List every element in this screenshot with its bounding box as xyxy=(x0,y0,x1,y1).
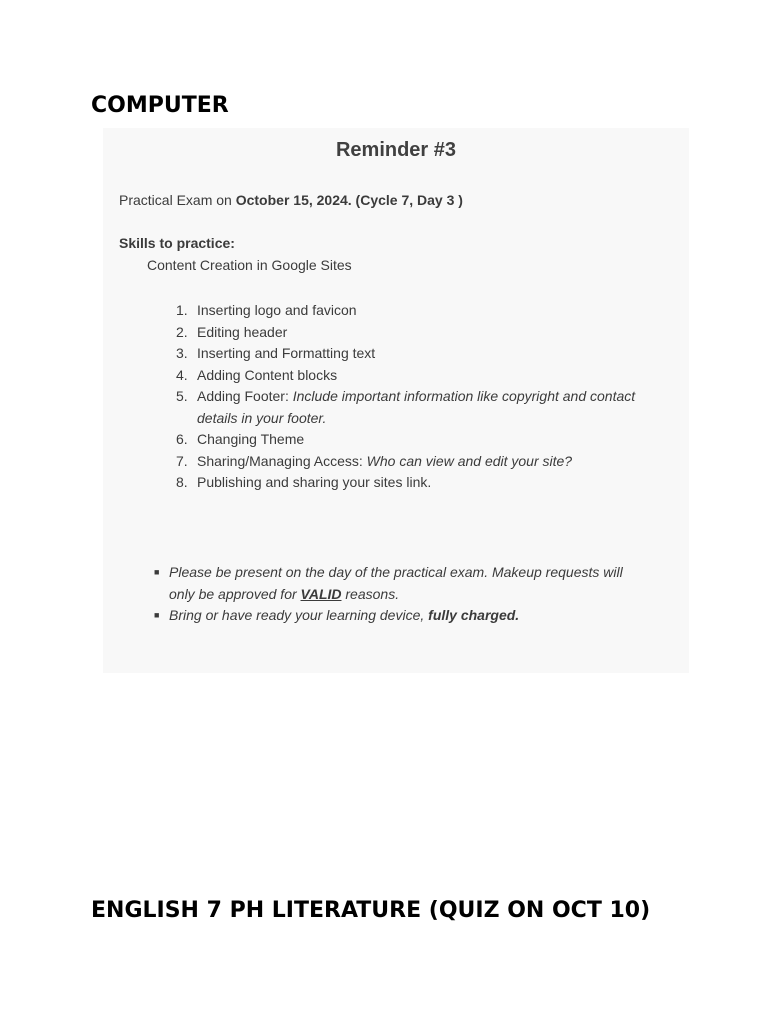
skill-label: Inserting logo and favicon xyxy=(197,302,357,318)
square-bullet-icon: ■ xyxy=(154,610,160,620)
note-charged-emphasis: fully charged. xyxy=(428,607,520,623)
skill-number: 6. xyxy=(176,431,188,447)
skill-item xyxy=(155,472,655,494)
note-valid-emphasis: VALID xyxy=(300,585,342,602)
skill-item xyxy=(155,451,655,473)
skill-item xyxy=(155,365,655,387)
skill-description: Include important information like copyright and contact details in your footer. xyxy=(197,388,636,426)
skill-number: 1. xyxy=(176,302,188,318)
skill-label: Publishing and sharing your sites link. xyxy=(197,474,432,490)
skill-item xyxy=(155,386,655,429)
section-heading-english: ENGLISH 7 PH LITERATURE (QUIZ ON OCT 10) xyxy=(91,898,651,923)
skill-label: Adding Content blocks xyxy=(197,366,338,383)
skill-item xyxy=(155,429,655,451)
skill-number: 2. xyxy=(176,323,188,340)
note-text: Bring or have ready your learning device, xyxy=(169,607,429,623)
skill-item xyxy=(155,300,655,322)
skill-number: 5. xyxy=(176,388,188,404)
notes-list xyxy=(151,562,651,627)
reminder-image xyxy=(103,128,689,673)
skill-label: Editing header xyxy=(197,323,288,340)
skill-number: 8. xyxy=(176,474,188,490)
note-text: reasons. xyxy=(341,585,400,602)
exam-date: October 15, 2024. (Cycle 7, Day 3 ) xyxy=(235,192,463,208)
square-bullet-icon: ■ xyxy=(154,567,160,577)
note-text: Please be present on the day of the practical exam. Makeup requests will only be approved for xyxy=(169,564,623,602)
skill-number: 7. xyxy=(176,452,188,469)
note-item xyxy=(151,562,651,605)
skills-list xyxy=(155,300,655,494)
skills-subtitle: Content Creation in Google Sites xyxy=(147,257,352,273)
skill-description: Who can view and edit your site? xyxy=(366,452,573,469)
skill-label: Adding Footer: xyxy=(197,388,293,404)
skills-label: Skills to practice: xyxy=(119,235,235,251)
skill-item xyxy=(155,322,655,344)
exam-line-prefix: Practical Exam on xyxy=(119,192,236,208)
skill-label: Sharing/Managing Access: xyxy=(197,452,367,469)
section-heading-computer: COMPUTER xyxy=(91,93,229,118)
note-item xyxy=(151,605,651,627)
reminder-title: Reminder #3 xyxy=(335,139,457,161)
skill-number: 4. xyxy=(176,366,188,383)
skill-label: Inserting and Formatting text xyxy=(197,345,376,361)
skill-label: Changing Theme xyxy=(197,431,305,447)
skill-number: 3. xyxy=(176,345,188,361)
exam-line xyxy=(119,191,463,209)
skill-item xyxy=(155,343,655,365)
